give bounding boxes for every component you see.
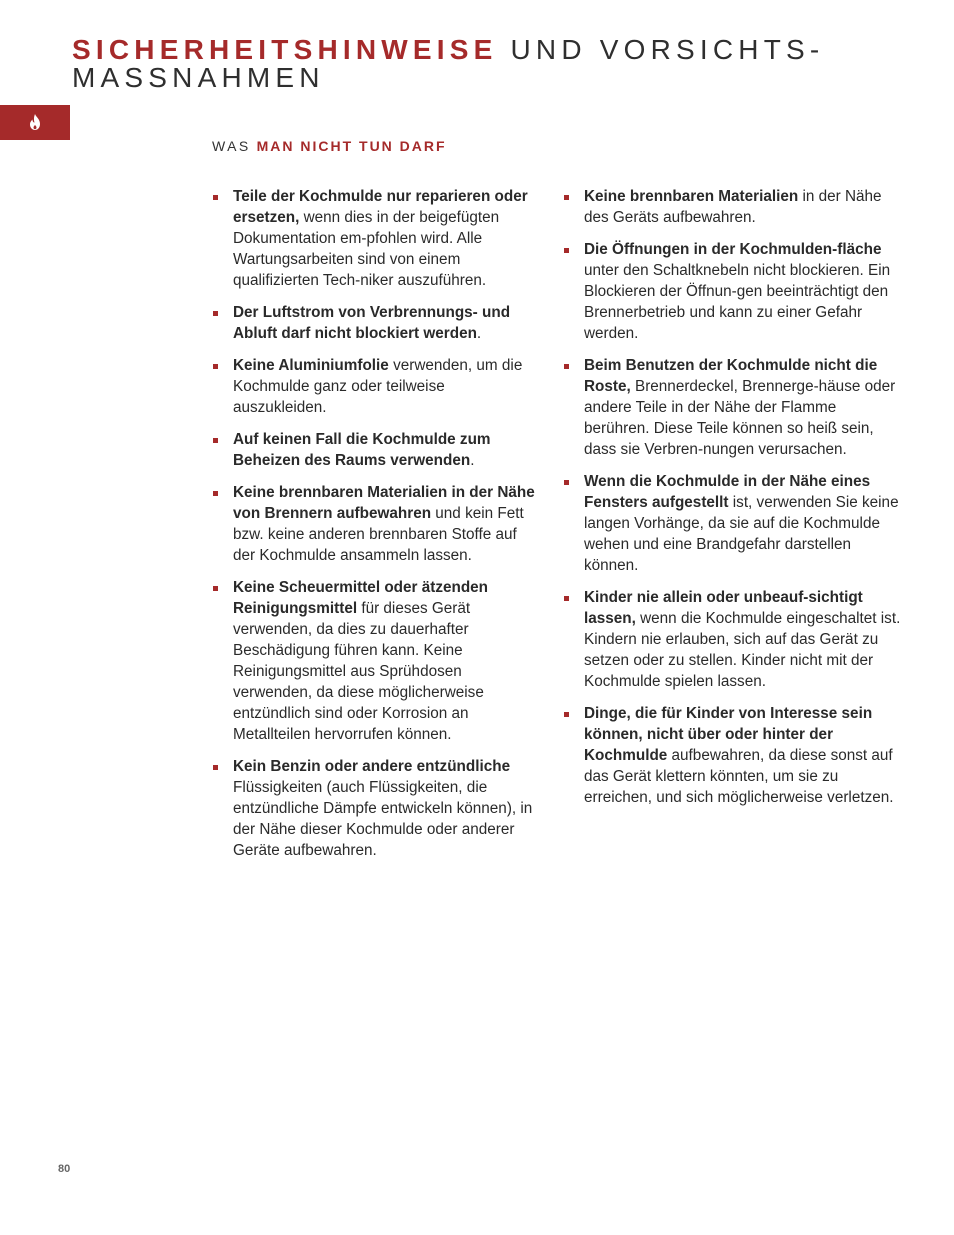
list-item bbox=[212, 302, 542, 344]
list-item bbox=[563, 703, 903, 808]
list-item bbox=[563, 587, 903, 692]
list-item bbox=[563, 471, 903, 576]
bullet-icon bbox=[213, 311, 218, 316]
item-bold-text: Teile der Kochmulde nur reparieren oder ersetzen, bbox=[233, 188, 528, 226]
bullet-icon bbox=[564, 364, 569, 369]
bullet-icon bbox=[564, 712, 569, 717]
list-item bbox=[563, 355, 903, 460]
item-text: ist, verwenden Sie keine langen Vorhänge, da sie auf die Kochmulde wehen und eine Brandgefahr darstellen können. bbox=[584, 494, 899, 574]
item-bold-text: Kein Benzin oder andere entzündliche bbox=[233, 758, 511, 775]
list-item bbox=[563, 186, 903, 228]
page-title-rest: UND VORSICHTS- bbox=[497, 34, 825, 65]
item-text: unter den Schaltknebeln nicht blockieren. Ein Blockieren der Öffnun-gen beeinträchtigt den Brennerbetrieb und kann zu einer Gefahr werden. bbox=[584, 262, 891, 342]
list-item bbox=[212, 756, 542, 861]
item-text: wenn dies in der beigefügten Dokumentation em-pfohlen wird. Alle Wartungsarbeiten sind von einem qualifizierten Tech-niker auszuführen. bbox=[233, 209, 500, 289]
subheading-prefix: WAS bbox=[212, 138, 251, 154]
page-number: 80 bbox=[58, 1163, 71, 1175]
item-bold-text: Keine brennbaren Materialien bbox=[584, 188, 799, 205]
bullet-icon bbox=[564, 248, 569, 253]
subheading-accent: MAN NICHT TUN DARF bbox=[256, 138, 447, 154]
item-bold-text: Keine Scheuermittel oder ätzenden Reinigungsmittel bbox=[233, 579, 489, 617]
page-title bbox=[72, 36, 932, 92]
item-bold-text: Keine Aluminiumfolie bbox=[233, 357, 389, 374]
item-text: Brennerdeckel, Brennerge-häuse oder andere Teile in der Nähe der Flamme berühren. Diese Teile können so heiß sein, dass sie Verbren-nungen verursachen. bbox=[584, 378, 896, 458]
item-text: Flüssigkeiten (auch Flüssigkeiten, die entzündliche Dämpfe entwickeln können), in der Nähe dieser Kochmulde oder anderer Geräte aufbewahren. bbox=[233, 779, 533, 859]
bullet-icon bbox=[213, 195, 218, 200]
item-bold-text: Beim Benutzen der Kochmulde nicht die Roste, bbox=[584, 357, 878, 395]
bullet-icon bbox=[213, 364, 218, 369]
item-text: verwenden, um die Kochmulde ganz oder teilweise auszukleiden. bbox=[233, 357, 523, 416]
item-text: wenn die Kochmulde eingeschaltet ist. Kindern nie erlauben, sich auf das Gerät zu setzen oder zu stellen. Kinder nicht mit der Kochmulde spielen lassen. bbox=[584, 610, 901, 690]
item-text: aufbewahren, da diese sonst auf das Gerät klettern könnten, um sie zu erreichen, und sich möglicherweise verletzen. bbox=[584, 747, 894, 806]
list-item bbox=[212, 482, 542, 566]
bullet-icon bbox=[213, 491, 218, 496]
bullet-icon bbox=[213, 438, 218, 443]
item-text: . bbox=[476, 325, 482, 342]
list-item bbox=[212, 577, 542, 745]
bullet-icon bbox=[564, 596, 569, 601]
list-item bbox=[212, 429, 542, 471]
item-bold-text: Wenn die Kochmulde in der Nähe eines Fensters aufgestellt bbox=[584, 473, 871, 511]
item-text: in der Nähe des Geräts aufbewahren. bbox=[584, 188, 882, 226]
item-bold-text: Dinge, die für Kinder von Interesse sein können, nicht über oder hinter der Kochmulde bbox=[584, 705, 873, 764]
item-bold-text: Keine brennbaren Materialien in der Nähe von Brennern aufbewahren bbox=[233, 484, 535, 522]
bullet-icon bbox=[564, 480, 569, 485]
list-item bbox=[212, 186, 542, 291]
left-column bbox=[212, 186, 542, 872]
bullet-icon bbox=[213, 586, 218, 591]
bullet-icon bbox=[213, 765, 218, 770]
item-bold-text: Auf keinen Fall die Kochmulde zum Beheizen des Raums verwenden bbox=[233, 431, 491, 469]
item-bold-text: Der Luftstrom von Verbrennungs- und Abluft darf nicht blockiert werden bbox=[233, 304, 511, 342]
list-item bbox=[212, 355, 542, 418]
bullet-icon bbox=[564, 195, 569, 200]
item-text: und kein Fett bzw. keine anderen brennbaren Stoffe auf der Kochmulde ansammeln lassen. bbox=[233, 505, 524, 564]
item-text: . bbox=[470, 452, 475, 469]
page-title-line2: MASSNAHMEN bbox=[72, 62, 325, 93]
item-bold-text: Kinder nie allein oder unbeauf-sichtigt lassen, bbox=[584, 589, 863, 627]
item-text: für dieses Gerät verwenden, da dies zu dauerhafter Beschädigung führen kann. Keine Reinigungsmittel aus Sprühdosen verwenden, da diese möglicherweise entzündlich sind oder Korrosion an Metallteilen hervorrufen können. bbox=[233, 600, 484, 743]
page-title-accent: SICHERHEITSHINWEISE bbox=[72, 34, 498, 65]
item-bold-text: Die Öffnungen in der Kochmulden-fläche bbox=[584, 241, 882, 258]
right-column bbox=[563, 186, 903, 819]
section-tab bbox=[0, 105, 70, 140]
list-item bbox=[563, 239, 903, 344]
flame-icon bbox=[29, 114, 41, 130]
section-subheading bbox=[212, 138, 447, 154]
